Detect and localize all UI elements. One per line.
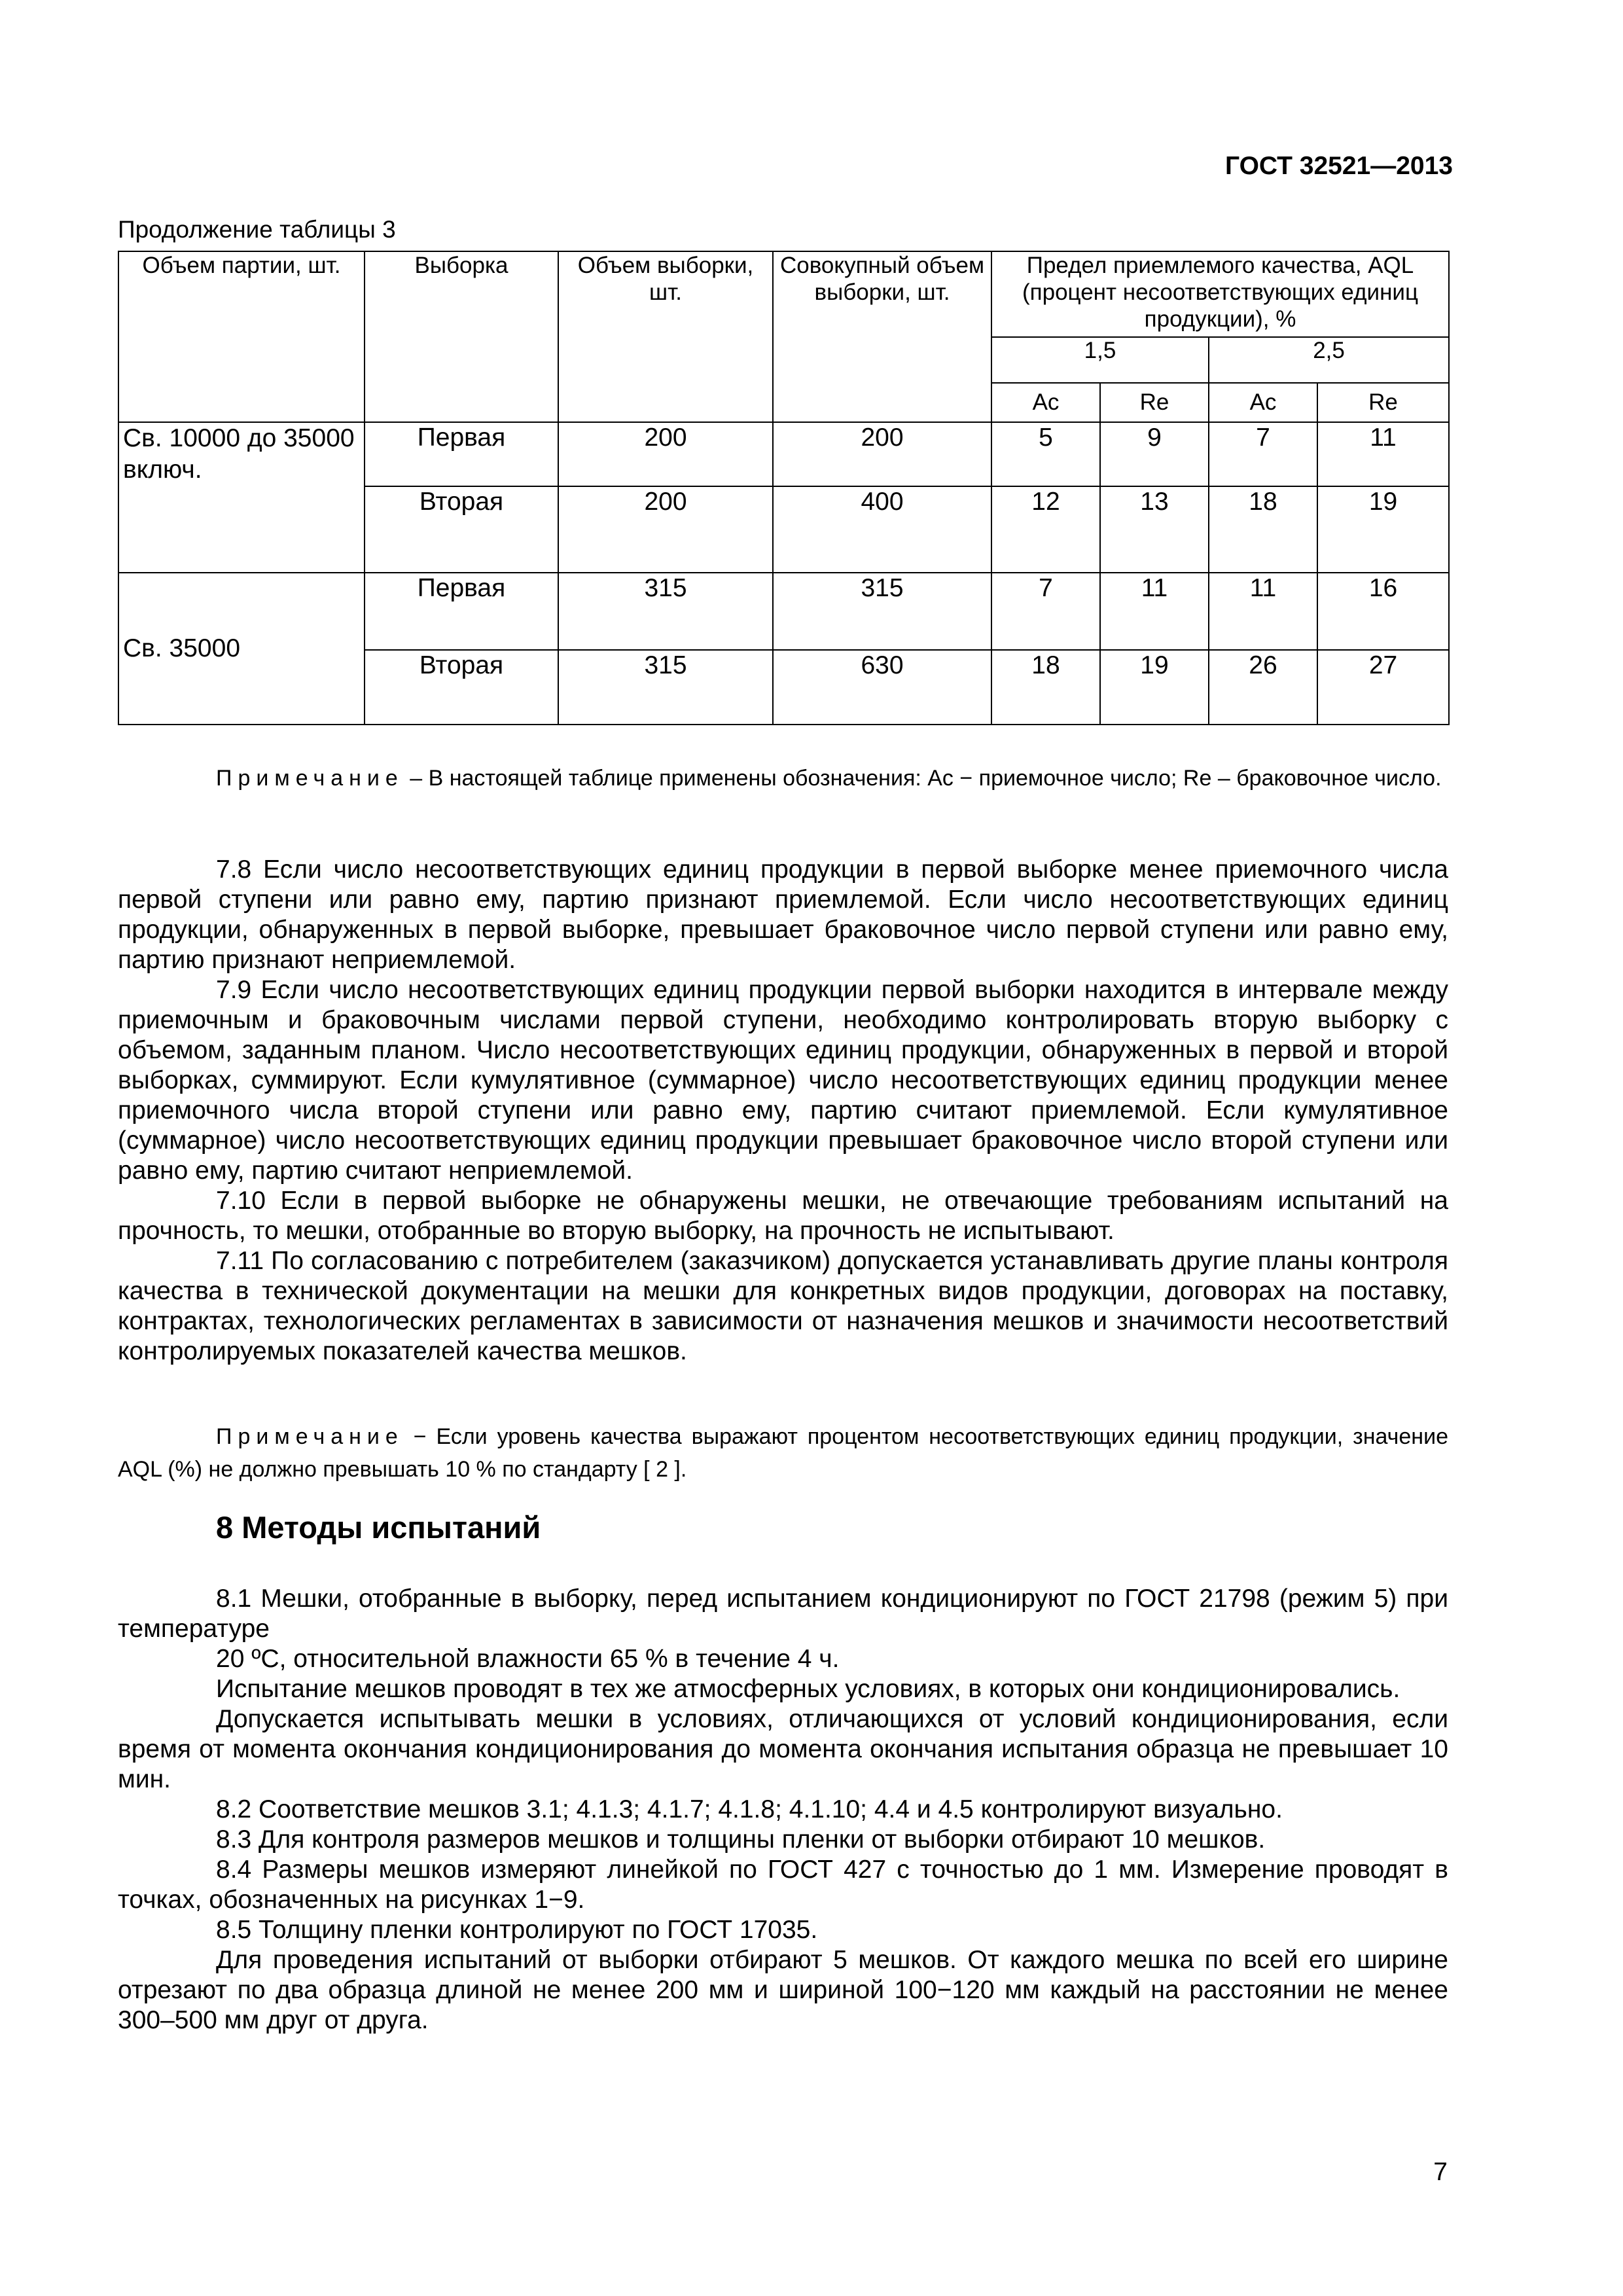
ac-cell: 11 [1209, 573, 1317, 650]
header-sample-volume: Объем выборки, шт. [558, 251, 773, 422]
ac-cell: 26 [1209, 650, 1317, 725]
header-re-1: Re [1100, 383, 1209, 422]
note-label: Примечание [216, 766, 404, 791]
sampling-plan-table [118, 251, 1450, 725]
table-row [118, 422, 1449, 486]
ac-cell: 7 [991, 573, 1100, 650]
header-lot-volume: Объем партии, шт. [118, 251, 365, 422]
body-text-section-8 [118, 1584, 1448, 2036]
body-text-section-7 [118, 855, 1448, 1367]
cumulative-cell: 200 [773, 422, 991, 486]
note-text: – В настоящей таблице применены обозначения: Ac − приемочное число; Re – браковочное число. [403, 766, 1442, 791]
note-label: Примечание [216, 1424, 404, 1449]
table-row [118, 573, 1449, 650]
paragraph-8-4: 8.4 Размеры мешков измеряют линейкой по ГОСТ 427 с точностью до 1 мм. Измерение проводят в точках, обозначенных на рисунках 1−9. [118, 1856, 1448, 1914]
paragraph-8-3: 8.3 Для контроля размеров мешков и толщины пленки от выборки отбирают 10 мешков. [216, 1825, 1266, 1854]
sample-cell: Первая [365, 573, 558, 650]
cumulative-cell: 400 [773, 486, 991, 573]
header-aql-2-5: 2,5 [1209, 337, 1449, 383]
paragraph-8-5: 8.5 Толщину пленки контролируют по ГОСТ 17035. [216, 1916, 818, 1944]
header-ac-1: Ac [991, 383, 1100, 422]
sample-cell: Вторая [365, 650, 558, 725]
paragraph-8-2: 8.2 Соответствие мешков 3.1; 4.1.3; 4.1.7; 4.1.8; 4.1.10; 4.4 и 4.5 контролируют визуально. [216, 1795, 1283, 1823]
volume-cell: 315 [558, 573, 773, 650]
lot-volume-cell: Св. 35000 [118, 573, 365, 725]
header-ac-2: Ac [1209, 383, 1317, 422]
paragraph-7-11: 7.11 По согласованию с потребителем (заказчиком) допускается устанавливать другие планы контроля качества в технической документации на мешки для конкретных видов продукции, договорах на поставку, контрактах, технологических регламентах в зависимости от назначения мешков и значимости несоответствий контролируемых показателей качества мешков. [118, 1247, 1448, 1365]
paragraph-8-1-atmosphere: Испытание мешков проводят в тех же атмосферных условиях, в которых они кондиционировались. [216, 1675, 1400, 1703]
re-cell: 16 [1317, 573, 1449, 650]
lot-volume-cell: Св. 10000 до 35000 включ. [118, 422, 365, 573]
ac-cell: 5 [991, 422, 1100, 486]
volume-cell: 200 [558, 486, 773, 573]
sample-cell: Первая [365, 422, 558, 486]
ac-cell: 18 [1209, 486, 1317, 573]
sample-cell: Вторая [365, 486, 558, 573]
cumulative-cell: 315 [773, 573, 991, 650]
volume-cell: 200 [558, 422, 773, 486]
header-aql-1-5: 1,5 [991, 337, 1209, 383]
re-cell: 19 [1317, 486, 1449, 573]
note-text: − Если уровень качества выражают процентом несоответствующих единиц продукции, значение AQL (%) не должно превышать 10 % по стандарту [ 2 ]. [118, 1424, 1448, 1482]
volume-cell: 315 [558, 650, 773, 725]
paragraph-8-1: 8.1 Мешки, отобранные в выборку, перед испытанием кондиционируют по ГОСТ 21798 (режим 5) при температуре [118, 1585, 1448, 1643]
header-sample: Выборка [365, 251, 558, 422]
ac-cell: 7 [1209, 422, 1317, 486]
paragraph-7-8: 7.8 Если число несоответствующих единиц продукции в первой выборке менее приемочного числа первой ступени или равно ему, партию признают приемлемой. Если число несоответствующих единиц продукции, обнаруженных в первой выборке, превышает браковочное число первой ступени или равно ему, партию признают неприемлемой. [118, 855, 1448, 974]
paragraph-7-10: 7.10 Если в первой выборке не обнаружены мешки, не отвечающие требованиям испытаний на прочность, то мешки, отобранные во вторую выборку, на прочность не испытывают. [118, 1187, 1448, 1245]
page-number: 7 [1433, 2158, 1448, 2186]
ac-cell: 18 [991, 650, 1100, 725]
section-heading: 8 Методы испытаний [216, 1510, 541, 1545]
header-cumulative-volume: Совокупный объем выборки, шт. [773, 251, 991, 422]
re-cell: 13 [1100, 486, 1209, 573]
header-re-2: Re [1317, 383, 1449, 422]
re-cell: 19 [1100, 650, 1209, 725]
cumulative-cell: 630 [773, 650, 991, 725]
re-cell: 11 [1317, 422, 1449, 486]
ac-cell: 12 [991, 486, 1100, 573]
paragraph-7-9: 7.9 Если число несоответствующих единиц продукции первой выборки находится в интервале между приемочным и браковочным числами первой ступени, необходимо контролировать вторую выборку с объемом, заданным планом. Число несоответствующих единиц продукции, обнаруженных в первой и второй выборках, суммируют. Если кумулятивное (суммарное) число несоответствующих единиц продукции менее приемочного числа второй ступени или равно ему, партию считают приемлемой. Если кумулятивное (суммарное) число несоответствующих единиц продукции превышает браковочное число второй ступени или равно ему, партию считают неприемлемой. [118, 976, 1448, 1185]
paragraph-8-1-conditions: 20 ºC, относительной влажности 65 % в течение 4 ч. [216, 1645, 840, 1673]
paragraph-8-5-samples: Для проведения испытаний от выборки отбирают 5 мешков. От каждого мешка по всей его ширине отрезают по два образца длиной не менее 200 мм и шириной 100−120 мм каждый на расстоянии не менее 300–500 мм друг от друга. [118, 1946, 1448, 2034]
re-cell: 9 [1100, 422, 1209, 486]
re-cell: 11 [1100, 573, 1209, 650]
header-aql: Предел приемлемого качества, AQL (процент несоответствующих единиц продукции), % [991, 251, 1449, 337]
table-caption: Продолжение таблицы 3 [118, 216, 396, 243]
document-id-header: ГОСТ 32521—2013 [1225, 152, 1453, 180]
table-note [118, 762, 1448, 795]
paragraph-8-1-deviation: Допускается испытывать мешки в условиях, отличающихся от условий кондиционирования, если время от момента окончания кондиционирования до момента окончания испытания образца не превышает 10 мин. [118, 1705, 1448, 1793]
re-cell: 27 [1317, 650, 1449, 725]
aql-note [118, 1420, 1448, 1486]
